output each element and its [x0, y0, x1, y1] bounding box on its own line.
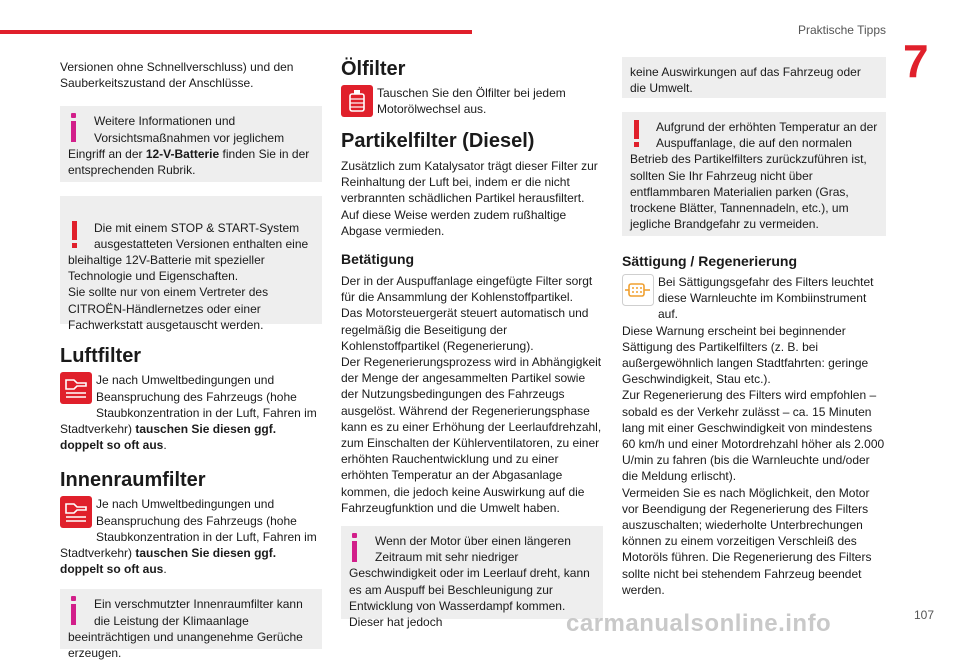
info-text-bold: 12-V-Batterie — [145, 146, 220, 161]
warning-text: Die mit einem STOP & START-System ausgestatteten Versionen enthalten eine bleihaltige 12V-Batterie mit spezieller Technologie und Eigenschaften. Sie sollte nur von einem Vertreter des CITROËN-Händlernetzes oder einer Fachwerkstatt ausgetauscht werden. — [68, 220, 309, 332]
operation-text: Der in der Auspuffanlage eingefügte Filter sorgt für die Ansammlung der Kohlenstoffpartikel. Das Motorsteuergerät steuert automatisch und regelmäßig die Beseitigung der Kohlenstoffpartikel (Regenerierung). Der Regenerierungsprozess wird in Abhängigkeit der Menge der angesammelten Partikel sowie der Nutzungsbedingungen des Fahrzeugs ausgelöst. Während der Regenerierungsphase kann es zu einer Erhöhung der Leerlaufdrehzahl, zum Einschalten der Kühlerventilatoren, zu einer erhöhten Rauchentwicklung und zu einer erhöhten Temperatur an der Abgasanlage kommen, die jedoch keine Auswirkung auf die Fahrzeugfunktion und die Umwelt haben. — [341, 274, 602, 515]
info-box-continued — [622, 57, 886, 98]
info-box-battery — [60, 106, 322, 182]
column-3 — [622, 57, 886, 598]
cabin-filter-section — [60, 496, 322, 577]
info-icon — [68, 113, 90, 143]
column-1 — [60, 59, 322, 659]
warning-icon — [630, 119, 652, 149]
air-filter-section — [60, 372, 322, 453]
service-icon — [341, 85, 373, 117]
info-text-post: finden Sie in der entsprechenden Rubrik. — [68, 146, 310, 178]
cabin-filter-end: . — [163, 562, 167, 577]
info-icon — [349, 533, 371, 563]
section-title: Praktische Tipps — [797, 23, 886, 37]
oil-filter-section — [341, 85, 603, 119]
service-icon — [60, 372, 92, 404]
air-filter-end: . — [163, 438, 167, 453]
info-text: keine Auswirkungen auf das Fahrzeug oder die Umwelt. — [630, 65, 861, 96]
dpf-title: Partikelfilter (Diesel) — [341, 130, 535, 152]
info-text: Ein verschmutzter Innenraumfilter kann die Leistung der Klimaanlage beeinträchtigen und unangenehme Gerüche erzeugen. — [68, 597, 303, 661]
cabin-filter-title: Innenraumfilter — [60, 469, 206, 492]
air-filter-bold: tauschen Sie diesen ggf. doppelt so oft aus — [60, 422, 277, 453]
oil-filter-text: Tauschen Sie den Ölfilter bei jedem Motorölwechsel aus. — [377, 86, 566, 117]
dpf-text: Zusätzlich zum Katalysator trägt dieser Filter zur Reinhaltung der Luft bei, indem er die nicht verbrannten schädlichen Partikel herausfiltert. Auf diese Weise werden zudem rußhaltige Abgase vermieden. — [341, 159, 598, 238]
cabin-filter-text: Je nach Umweltbedingungen und Beanspruchung des Fahrzeugs (hohe Staubkonzentration in der Luft, Fahren im Stadtverkehr) — [60, 497, 317, 561]
column-2 — [341, 57, 603, 629]
saturation-section — [622, 274, 886, 598]
cabin-filter-bold: tauschen Sie diesen ggf. doppelt so oft aus — [60, 546, 277, 577]
info-icon — [68, 596, 90, 626]
info-text: Wenn der Motor über einen längeren Zeitraum mit sehr niedriger Geschwindigkeit oder im Leerlauf dreht, kann es am Auspuff bei Beschleunigung zur Entwicklung von Wasserdampf kommen. Dieser hat jedoch — [349, 534, 590, 630]
operation-title: Betätigung — [341, 251, 415, 268]
warning-box-battery — [60, 196, 322, 332]
intro-text: Versionen ohne Schnellverschluss) und den Sauberkeitszustand der Anschlüsse. — [60, 60, 294, 91]
oil-filter-title: Ölfilter — [341, 58, 406, 80]
air-filter-title: Luftfilter — [60, 345, 142, 368]
page-number: 107 — [913, 608, 934, 622]
info-box-water-vapour — [341, 526, 603, 630]
chapter-number: 7 — [903, 35, 929, 87]
saturation-title: Sättigung / Regenerierung — [622, 253, 798, 269]
watermark: carmanualsonline.info — [566, 610, 832, 637]
info-text-pre: Weitere Informationen und Vorsichtsmaßnahmen vor jeglichem Eingriff an der — [68, 114, 285, 161]
warning-icon — [68, 220, 90, 250]
air-filter-text: Je nach Umweltbedingungen und Beanspruchung des Fahrzeugs (hohe Staubkonzentration in der Luft, Fahren im Stadtverkehr) — [60, 373, 317, 437]
warning-box-dpf — [622, 112, 886, 236]
saturation-text: Bei Sättigungsgefahr des Filters leuchtet diese Warnleuchte im Kombiinstrument auf. Diese Warnung erscheint bei beginnender Sättigung des Partikelfilters (z. B. bei außergewöhnlich langen Stadtfahrten: geringe Geschwindigkeit, Stau etc.). Zur Regenerierung des Filters wird empfohlen – sobald es der Verkehr zulässt – ca. 15 Minuten lang mit einer Geschwindigkeit von mindestens 60 km/h und einer Motordrehzahl höher als 2.000 U/min zu fahren (bis die Warnleuchte und/oder die Meldung erlischt). Vermeiden Sie es nach Möglichkeit, den Motor vor Beendigung der Regenerierung des Filters auszuschalten; wiederholte Unterbrechungen können zu einem vorzeitigen Verschleiß des Motoröls führen. Die Regenerierung des Filters sollte nicht bei stehendem Fahrzeug beendet werden. — [622, 275, 885, 597]
header-accent-bar — [0, 30, 472, 34]
warning-text: Aufgrund der erhöhten Temperatur an der Auspuffanlage, die auf den normalen Betrieb des Partikelfilters zurückzuführen ist, sollten Sie Ihr Fahrzeug nicht über entflammbaren Materialien parken (Gras, trockene Blätter, Tannennadeln, etc.), um jegliche Brandgefahr zu vermeiden. — [630, 120, 878, 232]
dpf-warning-lamp-icon — [622, 274, 654, 306]
service-icon — [60, 496, 92, 528]
info-box-cabin-filter — [60, 589, 322, 661]
